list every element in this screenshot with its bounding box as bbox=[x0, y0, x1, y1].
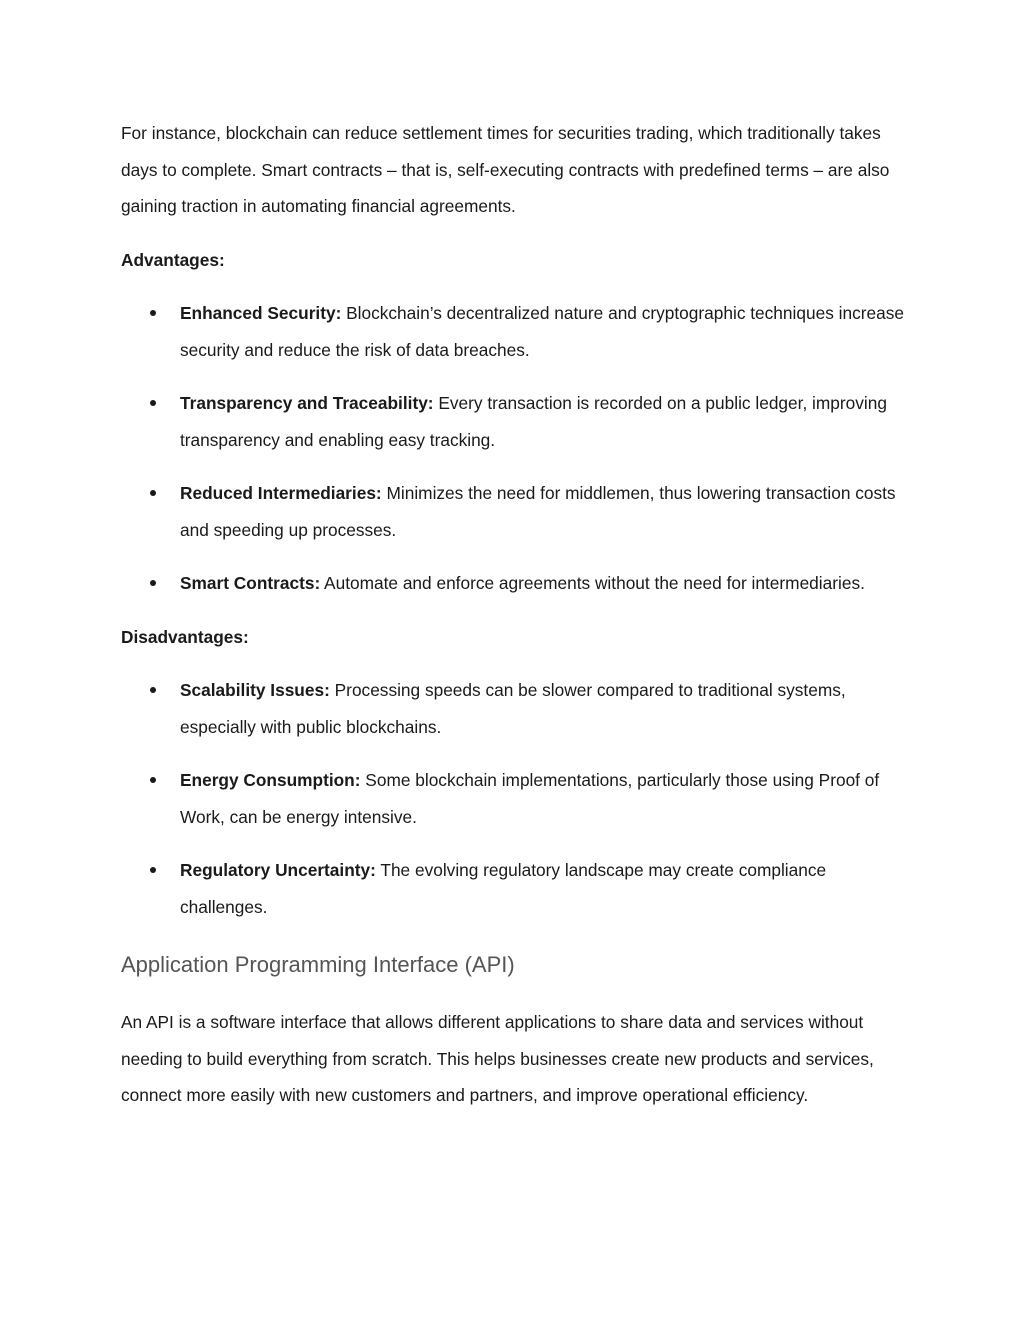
disadvantage-item-regulatory bbox=[121, 852, 911, 925]
advantage-text: Blockchain’s decentralized nature and cryptographic techniques increase security and reduce the risk of data breaches. bbox=[180, 303, 904, 360]
advantage-item-smart-contracts bbox=[121, 565, 911, 602]
disadvantage-term: Scalability Issues: bbox=[180, 680, 330, 700]
bullet-icon bbox=[150, 580, 156, 586]
advantage-term: Reduced Intermediaries: bbox=[180, 483, 382, 503]
disadvantage-term: Regulatory Uncertainty: bbox=[180, 860, 376, 880]
api-section-heading: Application Programming Interface (API) bbox=[121, 952, 515, 977]
disadvantage-item-scalability bbox=[121, 672, 911, 745]
disadvantages-label: Disadvantages: bbox=[121, 626, 249, 647]
bullet-icon bbox=[150, 310, 156, 316]
disadvantage-item-energy bbox=[121, 762, 911, 835]
advantage-item-enhanced-security bbox=[121, 295, 911, 368]
bullet-icon bbox=[150, 687, 156, 693]
disadvantage-term: Energy Consumption: bbox=[180, 770, 361, 790]
advantage-text: Minimizes the need for middlemen, thus lowering transaction costs and speeding up processes. bbox=[180, 483, 896, 540]
advantages-label: Advantages: bbox=[121, 249, 225, 270]
bullet-icon bbox=[150, 490, 156, 496]
disadvantage-text: Processing speeds can be slower compared to traditional systems, especially with public blockchains. bbox=[180, 680, 846, 737]
advantage-text: Automate and enforce agreements without the need for intermediaries. bbox=[320, 573, 865, 593]
disadvantage-text: Some blockchain implementations, particularly those using Proof of Work, can be energy intensive. bbox=[180, 770, 880, 827]
advantages-list bbox=[121, 295, 911, 602]
advantage-item-transparency bbox=[121, 385, 911, 458]
advantage-term: Transparency and Traceability: bbox=[180, 393, 434, 413]
disadvantages-list bbox=[121, 672, 911, 925]
document-page bbox=[121, 115, 911, 1114]
bullet-icon bbox=[150, 777, 156, 783]
advantage-term: Enhanced Security: bbox=[180, 303, 342, 323]
api-paragraph: An API is a software interface that allows different applications to share data and services without needing to build everything from scratch. This helps businesses create new products and services, connect more easily with new customers and partners, and improve operational efficiency. bbox=[121, 1012, 874, 1105]
bullet-icon bbox=[150, 400, 156, 406]
disadvantage-text: The evolving regulatory landscape may create compliance challenges. bbox=[180, 860, 827, 917]
intro-paragraph: For instance, blockchain can reduce settlement times for securities trading, which traditionally takes days to complete. Smart contracts – that is, self-executing contracts with predefined terms – are also gaining traction in automating financial agreements. bbox=[121, 123, 890, 216]
advantage-item-reduced-intermediaries bbox=[121, 475, 911, 548]
bullet-icon bbox=[150, 867, 156, 873]
advantage-term: Smart Contracts: bbox=[180, 573, 321, 593]
advantage-text: Every transaction is recorded on a public ledger, improving transparency and enabling easy tracking. bbox=[180, 393, 887, 450]
